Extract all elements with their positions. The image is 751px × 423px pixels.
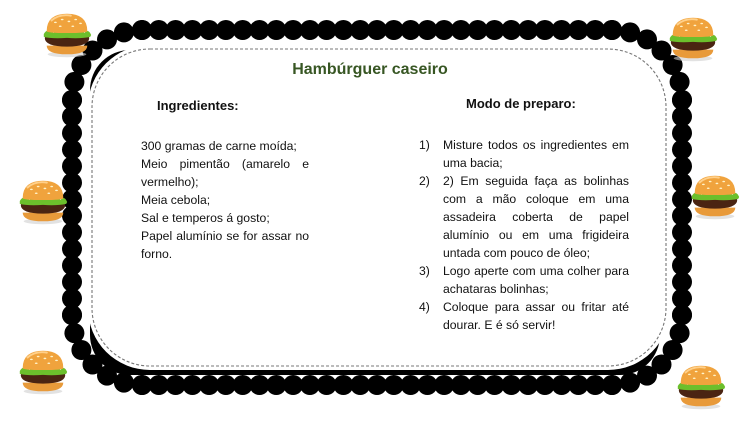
ingredient-item: Meio pimentão (amarelo e vermelho);	[141, 157, 309, 189]
ingredient-item: Meia cebola;	[141, 193, 211, 207]
method-step	[419, 262, 629, 298]
step-text: Misture todos os ingredientes em uma bacia;	[443, 138, 629, 170]
hamburger-icon	[664, 12, 722, 64]
step-number: 2)	[419, 174, 430, 188]
method-steps-list	[419, 136, 629, 334]
hamburger-icon	[38, 8, 96, 60]
step-text: Coloque para assar ou fritar até dourar. E é só servir!	[443, 300, 629, 332]
ingredient-item: Papel alumínio se for assar no forno.	[141, 229, 309, 261]
step-text: 2) Em seguida faça as bolinhas com a mão coloque em uma assadeira coberta de papel alumínio ou em uma frigideira untada com pouco de óleo;	[443, 174, 629, 260]
method-step	[419, 172, 629, 262]
page-title: Hambúrguer caseiro	[292, 61, 448, 78]
step-number: 4)	[419, 300, 430, 314]
step-number: 1)	[419, 138, 430, 152]
hamburger-icon	[14, 175, 72, 227]
hamburger-icon	[14, 345, 72, 397]
step-text: Logo aperte com uma colher para achataras bolinhas;	[443, 264, 629, 296]
ingredient-item: 300 gramas de carne moída;	[141, 139, 297, 153]
method-step	[419, 298, 629, 334]
ingredients-list	[141, 137, 309, 263]
step-number: 3)	[419, 264, 430, 278]
method-heading: Modo de preparo:	[466, 96, 576, 111]
hamburger-icon	[686, 170, 744, 222]
method-step	[419, 136, 629, 172]
hamburger-icon	[672, 360, 730, 412]
ingredient-item: Sal e temperos á gosto;	[141, 211, 270, 225]
ingredients-heading: Ingredientes:	[157, 98, 239, 113]
